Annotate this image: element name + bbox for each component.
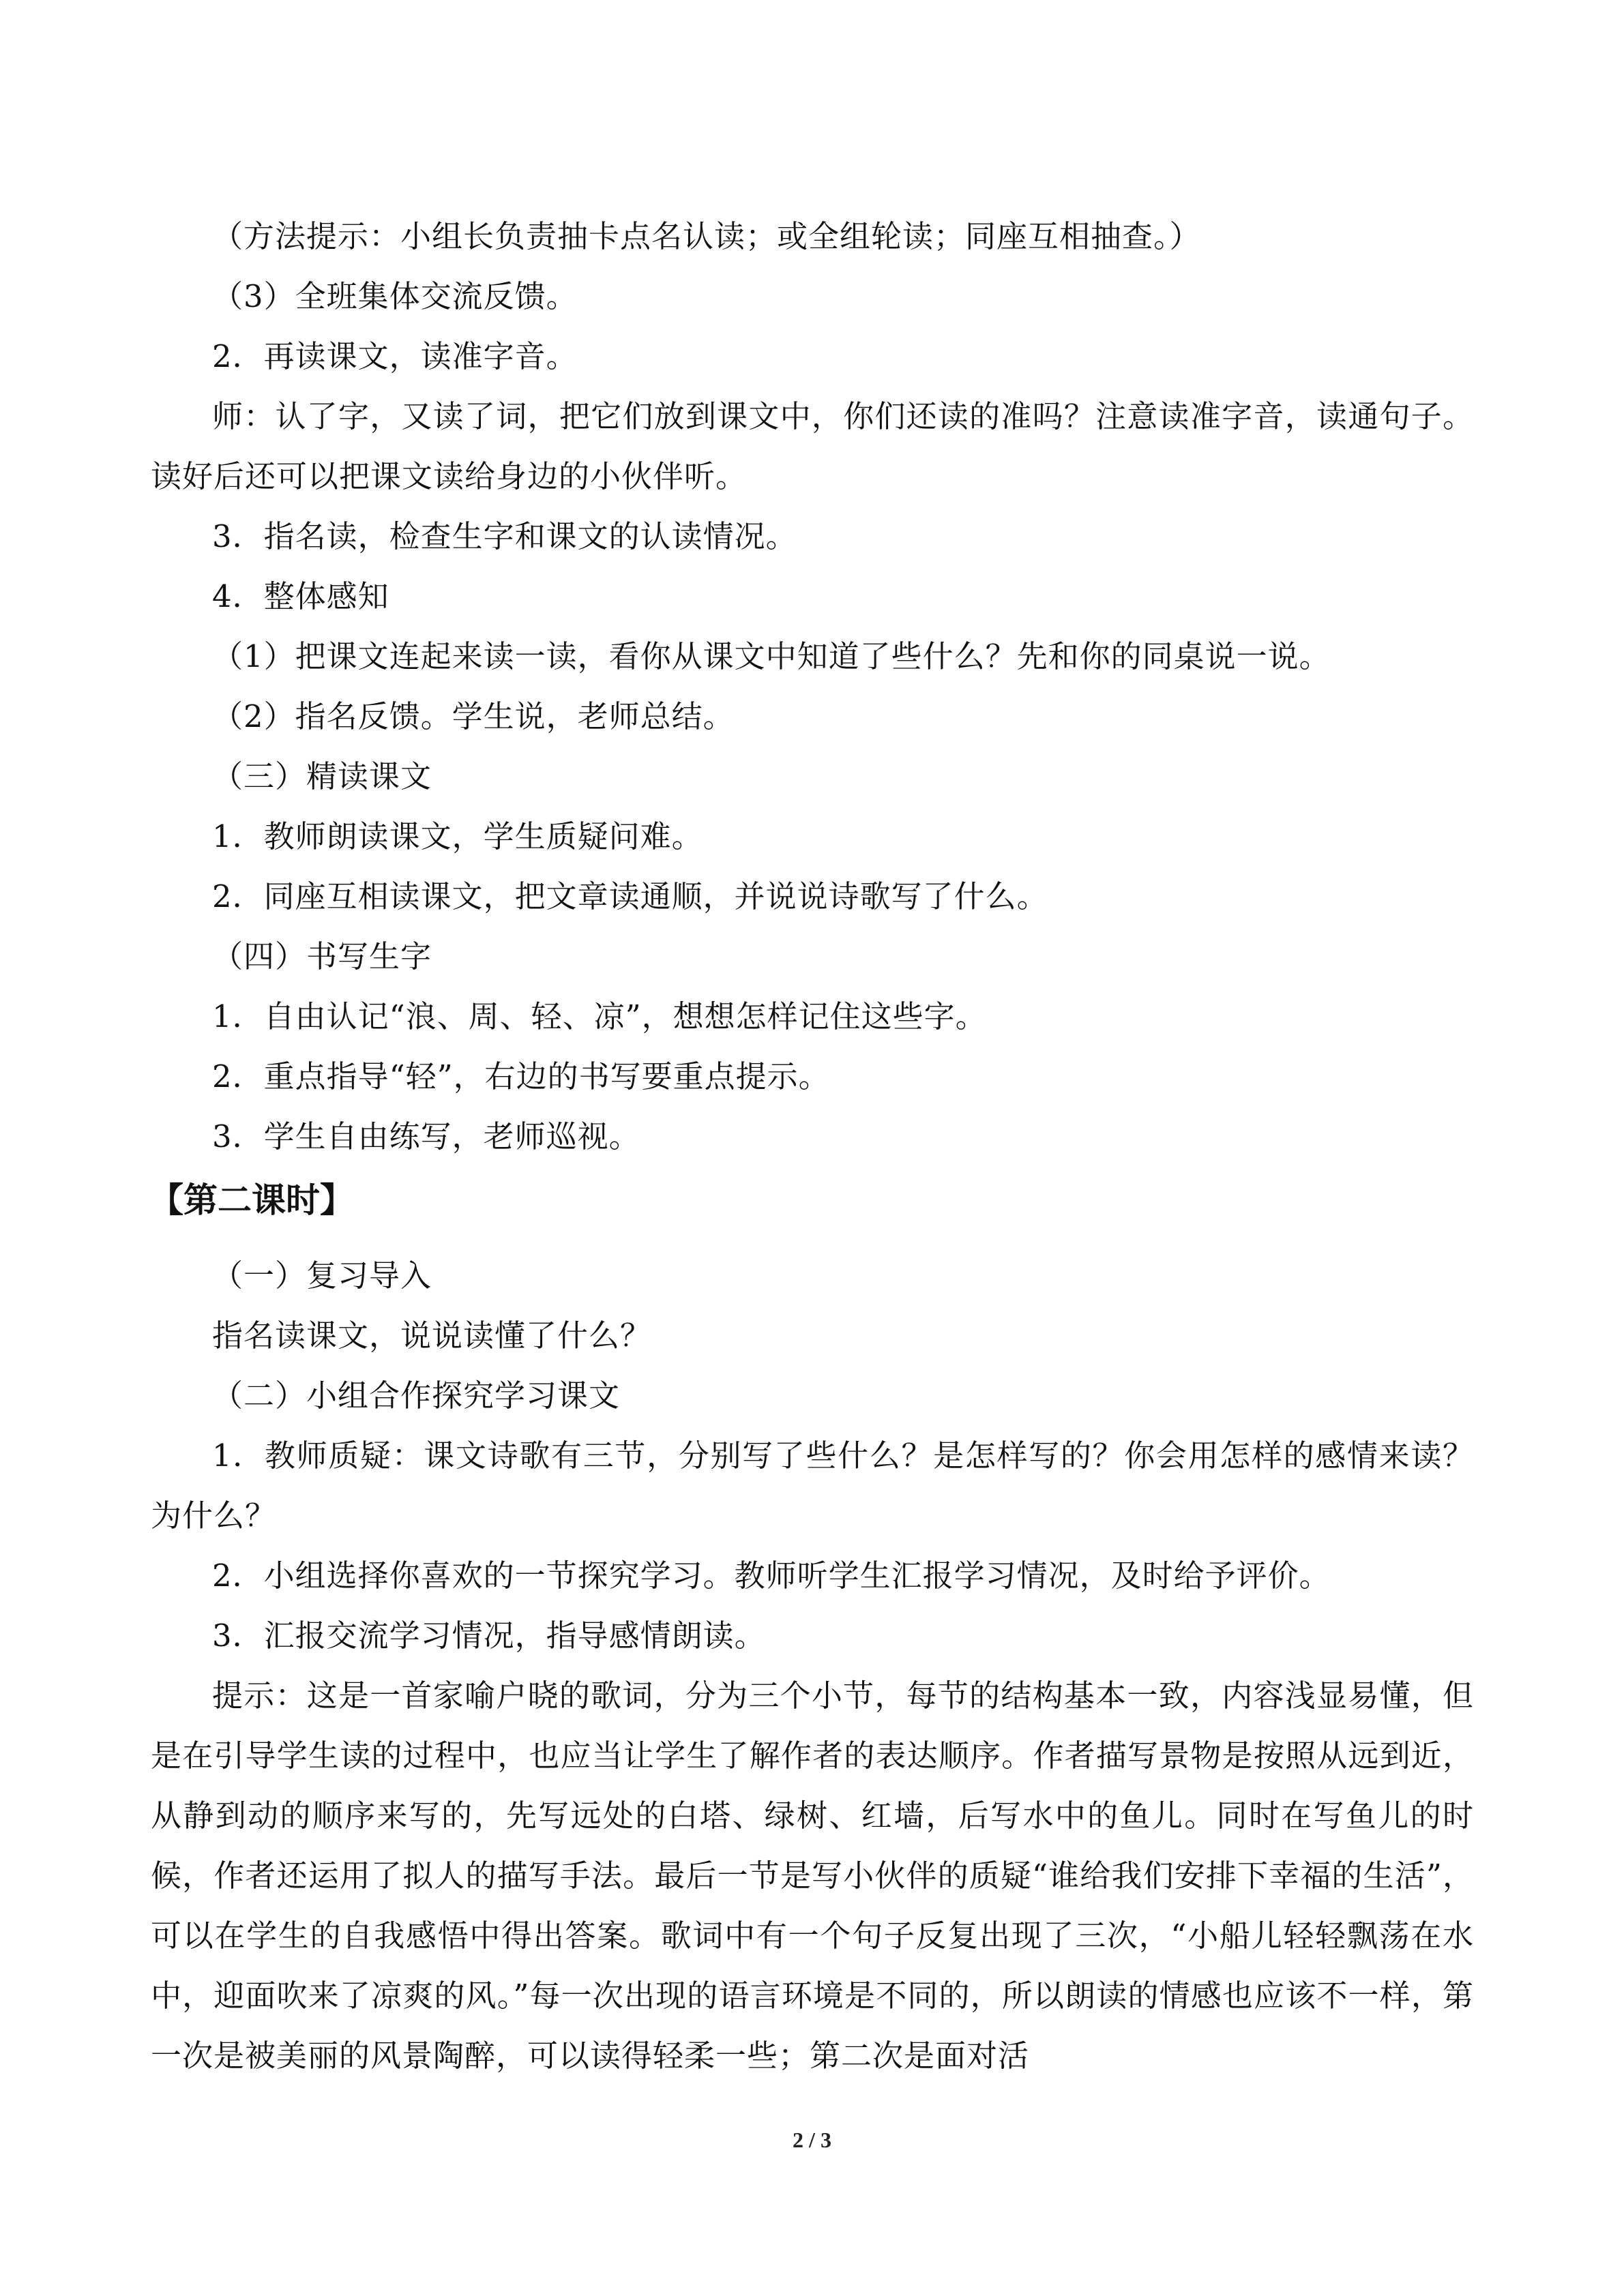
paragraph: 2．再读课文，读准字音。 [212,338,578,374]
paragraph: （一）复习导入 [212,1257,432,1294]
paragraph: 2．小组选择你喜欢的一节探究学习。教师听学生汇报学习情况，及时给予评价。 [212,1557,1331,1594]
paragraph: （四）书写生字 [212,938,432,974]
paragraph: （三）精读课文 [212,758,432,794]
document-body [151,207,1474,2086]
paragraph: （2）指名反馈。学生说，老师总结。 [212,698,735,734]
page-number: 2 / 3 [793,2128,831,2152]
paragraph: 2．重点指导“轻”，右边的书写要重点提示。 [212,1058,830,1094]
paragraph: 师：认了字，又读了词，把它们放到课文中，你们还读的准吗？注意读准字音，读通句子。读好后还可以把课文读给身边的小伙伴听。 [151,398,1474,494]
paragraph: 3．汇报交流学习情况，指导感情朗读。 [212,1617,766,1654]
paragraph: 1．自由认记“浪、周、轻、凉”，想想怎样记住这些字。 [212,998,987,1034]
paragraph: 1．教师朗读课文，学生质疑问难。 [212,818,703,854]
paragraph: 4．整体感知 [212,578,389,614]
paragraph: （3）全班集体交流反馈。 [212,278,578,314]
paragraph: （方法提示：小组长负责抽卡点名认读；或全组轮读；同座互相抽查。） [212,218,1201,254]
paragraph: 2．同座互相读课文，把文章读通顺，并说说诗歌写了什么。 [212,878,1048,914]
paragraph: （1）把课文连起来读一读，看你从课文中知道了些什么？先和你的同桌说一说。 [212,638,1331,674]
paragraph: 3．学生自由练写，老师巡视。 [212,1118,640,1154]
paragraph: 指名读课文，说说读懂了什么？ [212,1317,652,1354]
section-heading: 【第二课时】 [149,1180,354,1220]
paragraph: 1．教师质疑：课文诗歌有三节，分别写了些什么？是怎样写的？你会用怎样的感情来读？为什么？ [151,1437,1474,1534]
paragraph: 提示：这是一首家喻户晓的歌词，分为三个小节，每节的结构基本一致，内容浅显易懂，但是在引导学生读的过程中，也应当让学生了解作者的表达顺序。作者描写景物是按照从远到近，从静到动的顺序来写的，先写远处的白塔、绿树、红墙，后写水中的鱼儿。同时在写鱼儿的时候，作者还运用了拟人的描写手法。最后一节是写小伙伴的质疑“谁给我们安排下幸福的生活”，可以在学生的自我感悟中得出答案。歌词中有一个句子反复出现了三次，“小船儿轻轻飘荡在水中，迎面吹来了凉爽的风。”每一次出现的语言环境是不同的，所以朗读的情感也应该不一样，第一次是被美丽的风景陶醉，可以读得轻柔一些；第二次是面对活 [151,1678,1474,2074]
paragraph: （二）小组合作探究学习课文 [212,1377,621,1414]
paragraph: 3．指名读，检查生字和课文的认读情况。 [212,518,797,554]
